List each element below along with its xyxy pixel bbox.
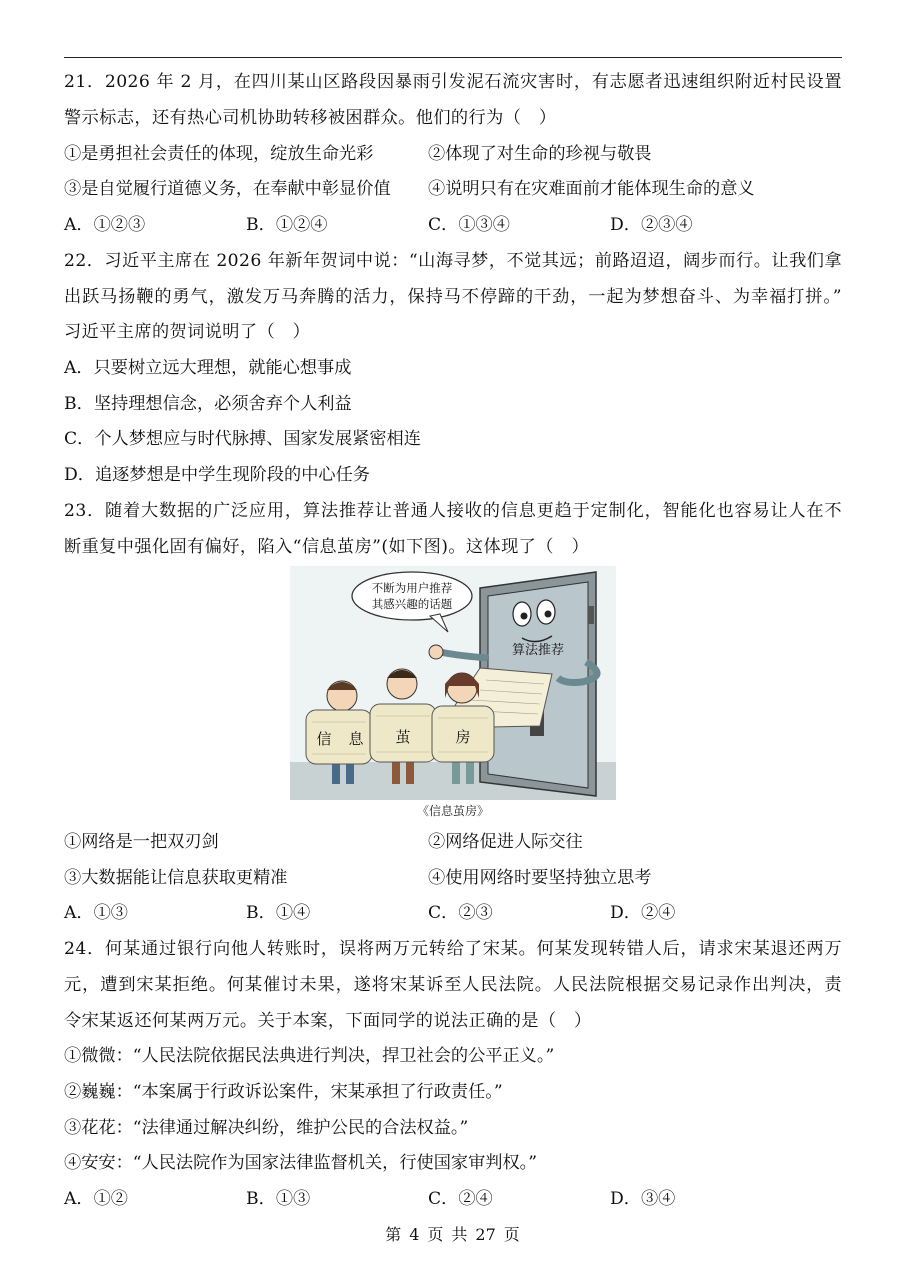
q23-item-3: ③大数据能让信息获取更精准 bbox=[64, 868, 288, 888]
cocoon-char-1: 信 bbox=[316, 730, 332, 748]
q23-option-a: A．①③ bbox=[64, 903, 128, 923]
q24-item-1: ①微微：“人民法院依据民法典进行判决，捍卫社会的公平正义。” bbox=[64, 1046, 555, 1066]
door-label: 算法推荐 bbox=[511, 643, 565, 658]
q21-item-4: ④说明只有在灾难面前才能体现生命的意义 bbox=[428, 179, 755, 199]
q24-item-4: ④安安：“人民法院作为国家法律监督机关，行使国家审判权。” bbox=[64, 1153, 538, 1173]
speech-line-1: 不断为用户推荐 bbox=[371, 581, 453, 595]
q22-option-a: A．只要树立远大理想，就能心想事成 bbox=[64, 358, 352, 378]
q22-stem-line1: 22．习近平主席在 2026 年新年贺词中说：“山海寻梦，不觉其远；前路迢迢，阔步而行。让我们拿 bbox=[64, 251, 842, 271]
cocoon-char-2: 息 bbox=[348, 730, 364, 748]
q24-option-a: A．①② bbox=[64, 1189, 128, 1209]
speech-line-2: 其感兴趣的话题 bbox=[371, 597, 453, 611]
q22-option-b: B．坚持理想信念，必须舍弃个人利益 bbox=[64, 394, 352, 414]
q23-option-d: D．②④ bbox=[610, 903, 676, 923]
q21-option-b: B．①②④ bbox=[246, 215, 328, 235]
q21-option-a: A．①②③ bbox=[64, 215, 146, 235]
q23-option-b: B．①④ bbox=[246, 903, 311, 923]
header-rule bbox=[64, 57, 842, 58]
q23-item-4: ④使用网络时要坚持独立思考 bbox=[428, 868, 652, 888]
q23-option-c: C．②③ bbox=[428, 903, 493, 923]
q24-option-d: D．③④ bbox=[610, 1189, 676, 1209]
page-footer bbox=[0, 1222, 905, 1245]
q22-option-d: D．追逐梦想是中学生现阶段的中心任务 bbox=[64, 465, 370, 485]
q23-item-1: ①网络是一把双刃剑 bbox=[64, 832, 219, 852]
q21-option-d: D．②③④ bbox=[610, 215, 693, 235]
footer-total-prefix: 共 bbox=[451, 1225, 468, 1244]
q24-option-c: C．②④ bbox=[428, 1189, 493, 1209]
q22-option-c: C．个人梦想应与时代脉搏、国家发展紧密相连 bbox=[64, 429, 421, 449]
q23-item-2: ②网络促进人际交往 bbox=[428, 832, 583, 852]
q21-item-3: ③是自觉履行道德义务，在奉献中彰显价值 bbox=[64, 179, 391, 199]
q22-stem-line3: 习近平主席的贺词说明了（ ） bbox=[64, 322, 311, 342]
q23-stem-line1: 23．随着大数据的广泛应用，算法推荐让普通人接收的信息更趋于定制化，智能化也容易让人在不 bbox=[64, 501, 842, 521]
q24-item-3: ③花花：“法律通过解决纠纷，维护公民的合法权益。” bbox=[64, 1118, 469, 1138]
q24-stem-line3: 令宋某返还何某两万元。关于本案，下面同学的说法正确的是（ ） bbox=[64, 1011, 592, 1031]
q21-option-c: C．①③④ bbox=[428, 215, 510, 235]
info-cocoon-cartoon bbox=[290, 566, 616, 800]
q21-stem-line2: 警示标志，还有热心司机协助转移被困群众。他们的行为（ ） bbox=[64, 108, 557, 128]
footer-page-prefix: 第 bbox=[385, 1225, 402, 1244]
q21-item-2: ②体现了对生命的珍视与敬畏 bbox=[428, 144, 652, 164]
footer-total-suffix: 页 bbox=[503, 1225, 520, 1244]
q24-stem-line2: 元，遭到宋某拒绝。何某催讨未果，遂将宋某诉至人民法院。人民法院根据交易记录作出判决，责 bbox=[64, 975, 842, 995]
q22-stem-line2: 出跃马扬鞭的勇气，激发万马奔腾的活力，保持马不停蹄的干劲，一起为梦想奋斗、为幸福打拼。” bbox=[64, 287, 842, 307]
footer-page-mid: 页 bbox=[427, 1225, 444, 1244]
q23-stem-line2: 断重复中强化固有偏好，陷入“信息茧房”(如下图)。这体现了（ ） bbox=[64, 537, 590, 557]
q24-stem-line1: 24．何某通过银行向他人转账时，误将两万元转给了宋某。何某发现转错人后，请求宋某退还两万 bbox=[64, 939, 842, 959]
cocoon-char-3: 茧 bbox=[395, 728, 411, 746]
cocoon-char-4: 房 bbox=[455, 728, 471, 746]
q21-item-1: ①是勇担社会责任的体现，绽放生命光彩 bbox=[64, 144, 374, 164]
q24-option-b: B．①③ bbox=[246, 1189, 311, 1209]
footer-total-num: 27 bbox=[475, 1225, 496, 1244]
q21-stem-line1: 21．2026 年 2 月，在四川某山区路段因暴雨引发泥石流灾害时，有志愿者迅速组织附近村民设置 bbox=[64, 72, 842, 92]
figure-caption: 《信息茧房》 bbox=[416, 804, 489, 818]
q24-item-2: ②巍巍：“本案属于行政诉讼案件，宋某承担了行政责任。” bbox=[64, 1082, 503, 1102]
footer-page-num: 4 bbox=[409, 1225, 420, 1244]
